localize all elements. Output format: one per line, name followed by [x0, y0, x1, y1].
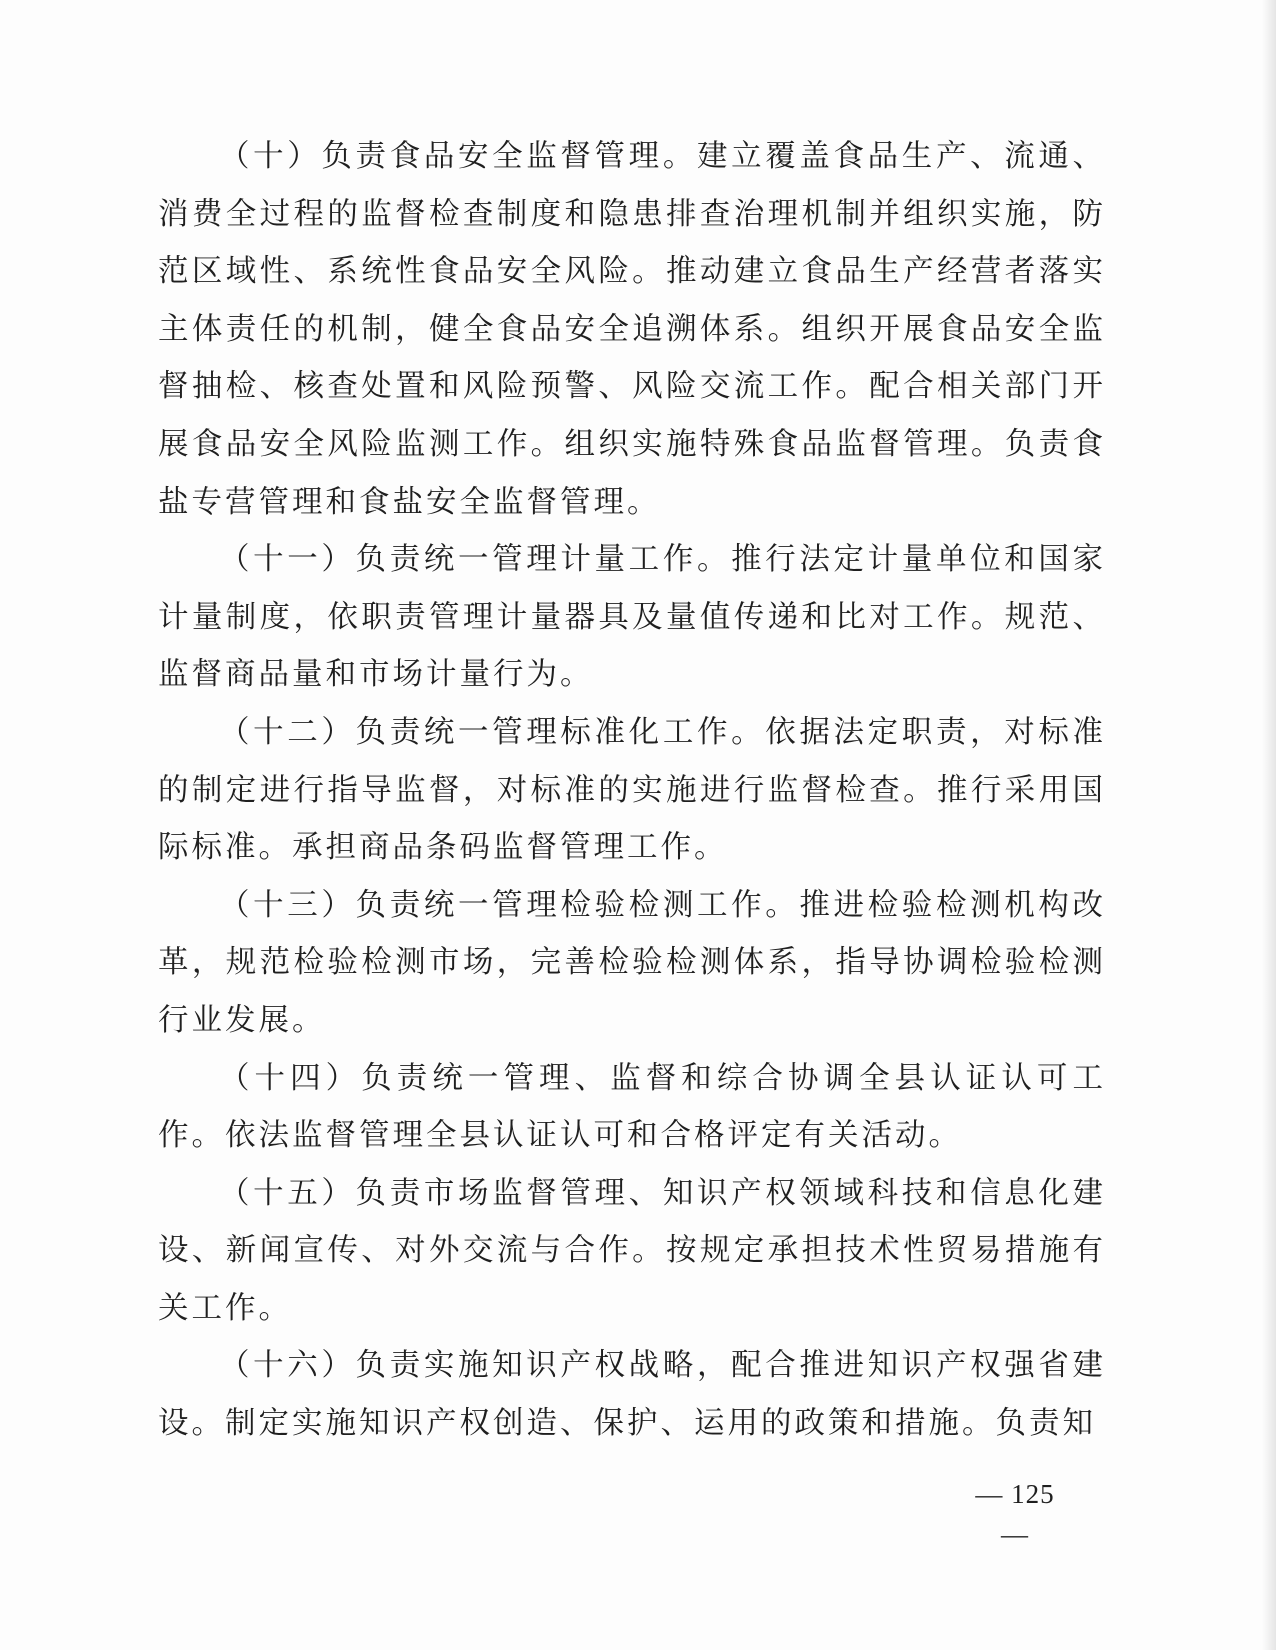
paragraph-10: （十）负责食品安全监督管理。建立覆盖食品生产、流通、消费全过程的监督检查制度和隐患排查治理机制并组织实施，防范区域性、系统性食品安全风险。推动建立食品生产经营者落实主体责任的机制，健全食品安全追溯体系。组织开展食品安全监督抽检、核查处置和风险预警、风险交流工作。配合相关部门开展食品安全风险监测工作。组织实施特殊食品监督管理。负责食盐专营管理和食盐安全监督管理。 [158, 139, 1106, 520]
paragraph-15: （十五）负责市场监督管理、知识产权领域科技和信息化建设、新闻宣传、对外交流与合作。按规定承担技术性贸易措施有关工作。 [158, 1175, 1106, 1326]
paragraph-16: （十六）负责实施知识产权战略，配合推进知识产权强省建设。制定实施知识产权创造、保护、运用的政策和措施。负责知 [158, 1348, 1106, 1442]
paragraph-12: （十二）负责统一管理标准化工作。依据法定职责，对标准的制定进行指导监督，对标准的实施进行监督检查。推行采用国际标准。承担商品条码监督管理工作。 [158, 714, 1106, 866]
scan-edge-shadow [1262, 0, 1276, 1650]
paragraph-14: （十四）负责统一管理、监督和综合协调全县认证认可工作。依法监督管理全县认证认可和合格评定有关活动。 [158, 1060, 1106, 1154]
document-body [158, 128, 1106, 1453]
paragraph-13: （十三）负责统一管理检验检测工作。推进检验检测机构改革，规范检验检测市场，完善检验检测体系，指导协调检验检测行业发展。 [158, 887, 1106, 1038]
page-number: — 125 — [975, 1479, 1055, 1549]
paragraph-11: （十一）负责统一管理计量工作。推行法定计量单位和国家计量制度，依职责管理计量器具及量值传递和比对工作。规范、监督商品量和市场计量行为。 [158, 542, 1106, 693]
